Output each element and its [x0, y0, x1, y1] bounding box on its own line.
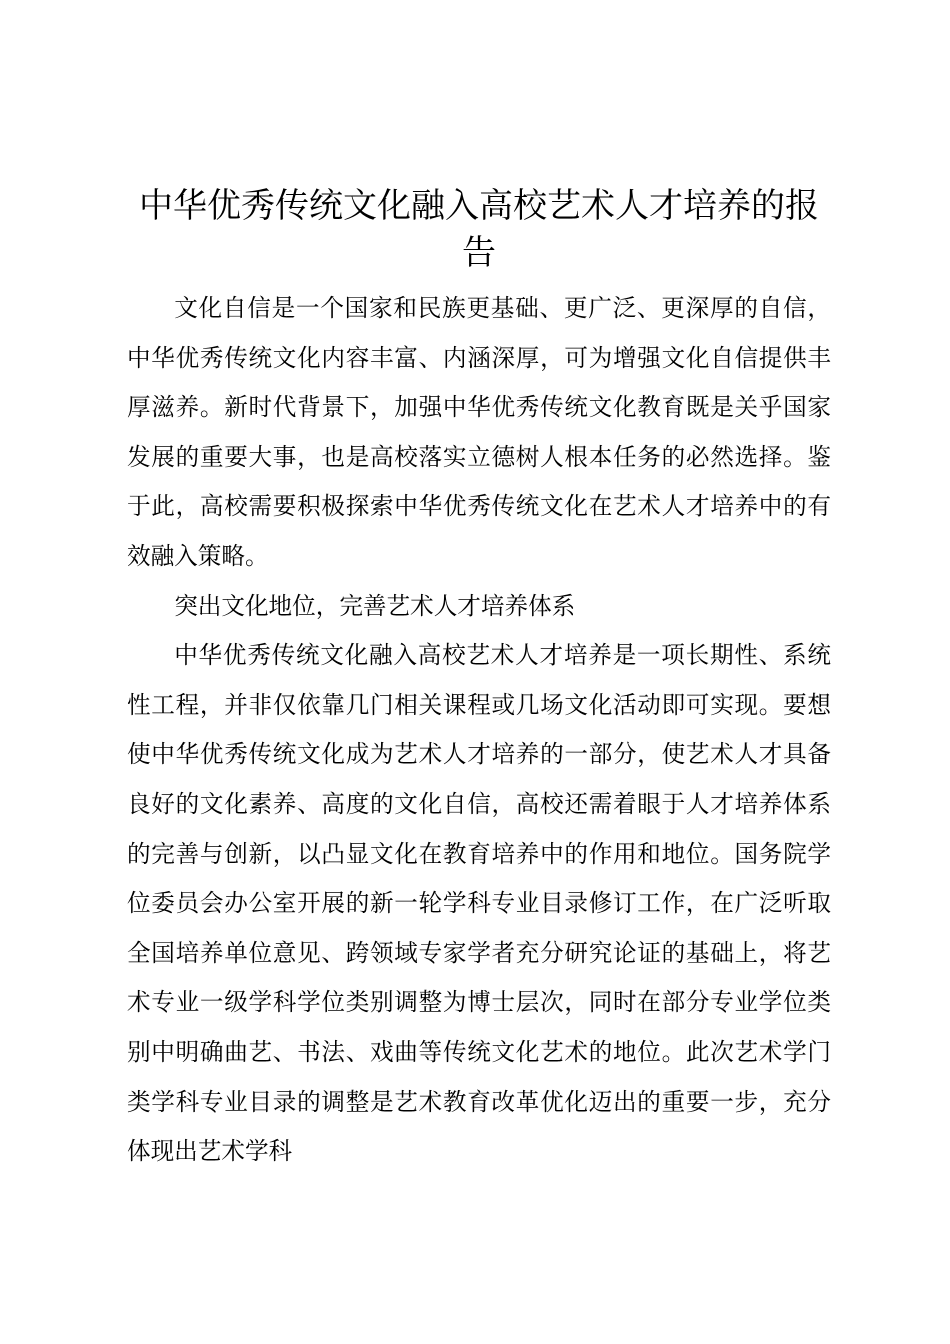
document-title: 中华优秀传统文化融入高校艺术人才培养的报告	[139, 186, 819, 273]
intro-paragraph: 文化自信是一个国家和民族更基础、更广泛、更深厚的自信，中华优秀传统文化内容丰富、内涵深厚，可为增强文化自信提供丰厚滋养。新时代背景下，加强中华优秀传统文化教育既是关乎国家发展的重要大事，也是高校落实立德树人根本任务的必然选择。鉴于此，高校需要积极探索中华优秀传统文化在艺术人才培养中的有效融入策略。	[127, 294, 831, 570]
section-heading: 突出文化地位，完善艺术人才培养体系	[174, 591, 576, 620]
title-block	[127, 183, 831, 277]
document-page	[127, 183, 831, 1177]
section-paragraph: 中华优秀传统文化融入高校艺术人才培养是一项长期性、系统性工程，并非仅依靠几门相关课程或几场文化活动即可实现。要想使中华优秀传统文化成为艺术人才培养的一部分，使艺术人才具备良好的文化素养、高度的文化自信，高校还需着眼于人才培养体系的完善与创新，以凸显文化在教育培养中的作用和地位。国务院学位委员会办公室开展的新一轮学科专业目录修订工作，在广泛听取全国培养单位意见、跨领域专家学者充分研究论证的基础上，将艺术专业一级学科学位类别调整为博士层次，同时在部分专业学位类别中明确曲艺、书法、戏曲等传统文化艺术的地位。此次艺术学门类学科专业目录的调整是艺术教育改革优化迈出的重要一步，充分体现出艺术学科	[127, 641, 831, 1166]
